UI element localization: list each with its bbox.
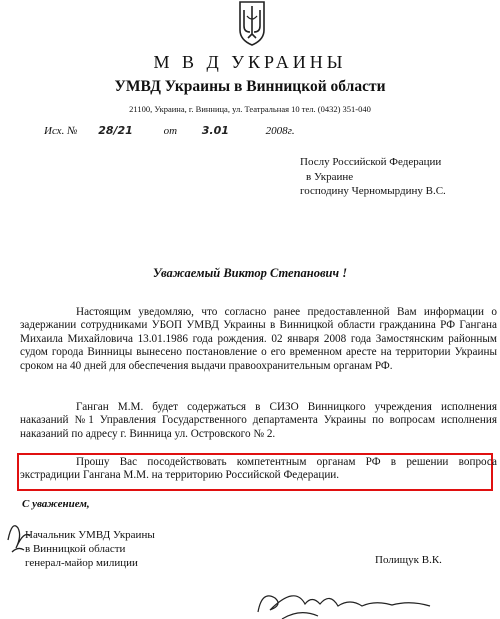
- body-paragraph-request: Прошу Вас посодействовать компетентным органам РФ в решении вопроса экстрадиции Гангана М.М. на территорию Российской Федерации.: [20, 456, 497, 482]
- recipient-block: [300, 155, 446, 199]
- address-line: 21100, Украина, г. Винница, ул. Театральная 10 тел. (0432) 351-040: [129, 104, 371, 114]
- outgoing-date-handwritten: 3.01: [201, 124, 229, 137]
- signatory-title: в Винницкой области: [25, 543, 126, 555]
- outgoing-prefix: Исх. №: [44, 125, 78, 137]
- outgoing-year: 2008г.: [265, 125, 295, 137]
- greeting: Уважаемый Виктор Степанович !: [152, 266, 348, 280]
- recipient-line: Послу Российской Федерации: [300, 156, 442, 168]
- signature-mark: [258, 596, 430, 619]
- ministry-title: М В Д УКРАИНЫ: [153, 52, 347, 72]
- outgoing-number-handwritten: 28/21: [98, 124, 133, 137]
- body-paragraph-detention: Ганган М.М. будет содержаться в СИЗО Винницкого учреждения исполнения наказаний №1 Управления Государственного департамента Украины по вопросам исполнения наказаний по адресу г. Винница ул. Островского № 2.: [20, 401, 497, 440]
- body-paragraph-notification: Настоящим уведомляю, что согласно ранее предоставленной Вам информации о задержании сотрудниками УБОП УМВД Украины в Винницкой области гражданина РФ Гангана Михаила Михайловича 13.01.1986 года рождения. 02 января 2008 года Замостянским районным судом города Винницы вынесено постановление о его временном аресте на территории Украины сроком на 40 дней для обеспечения выдачи правоохранительным органам РФ.: [20, 306, 497, 372]
- closing-respect: С уважением,: [22, 498, 90, 510]
- outgoing-date-label: от: [163, 125, 178, 137]
- recipient-line: господину Черномырдину В.С.: [300, 185, 446, 197]
- signatory-title: генерал-майор милиции: [25, 557, 138, 569]
- department-title: УМВД Украины в Винницкой области: [114, 78, 386, 95]
- signatory-title-block: [25, 528, 155, 570]
- outgoing-number: [44, 124, 295, 137]
- trident-emblem-icon: [237, 0, 267, 46]
- recipient-line: в Украине: [306, 170, 354, 183]
- signatory-name: Полищук В.К.: [375, 554, 442, 566]
- signatory-title: Начальник УМВД Украины: [25, 529, 155, 541]
